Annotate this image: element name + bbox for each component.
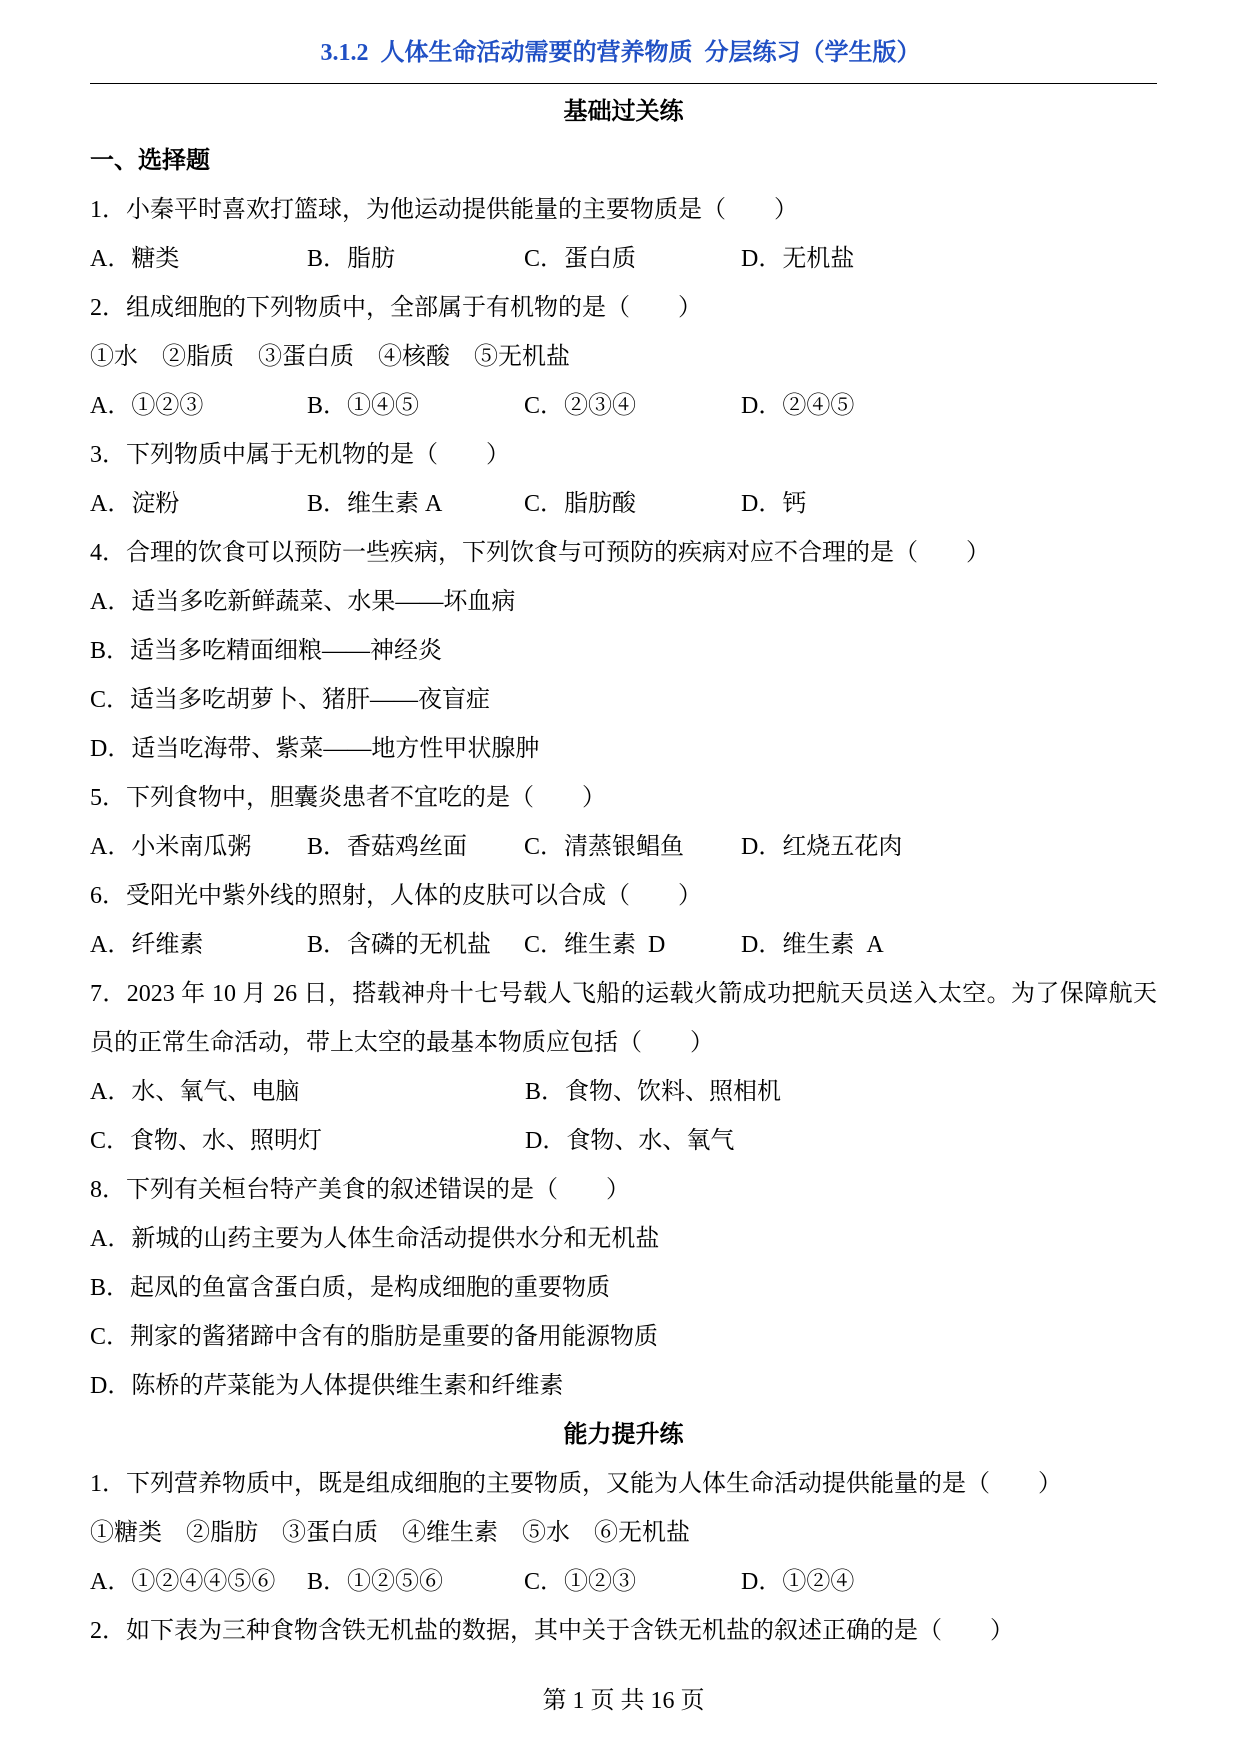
worksheet-body xyxy=(90,88,1157,1656)
question-stem: 7．2023 年 10 月 26 日，搭载神舟十七号载人飞船的运载火箭成功把航天员送入太空。为了保障航天员的正常生命活动，带上太空的最基本物质应包括（ ） xyxy=(90,981,1157,1056)
option-b: B．适当多吃精面细粮——神经炎 xyxy=(90,638,443,664)
option-row xyxy=(90,1068,1157,1117)
question-stem: 2．组成细胞的下列物质中，全部属于有机物的是（ ） xyxy=(90,295,702,321)
question-7 xyxy=(90,970,1157,1166)
question-stem: 8．下列有关桓台特产美食的叙述错误的是（ ） xyxy=(90,1177,630,1203)
option-d: D．①②④ xyxy=(741,1569,855,1595)
option-b: B．维生素 A xyxy=(307,491,443,517)
option-row xyxy=(90,1117,1157,1166)
option-c: C．维生素 D xyxy=(524,932,666,958)
option-d: D．维生素 A xyxy=(741,932,884,958)
option-c: C．清蒸银鲳鱼 xyxy=(524,834,685,860)
option-d: D．适当吃海带、紫菜——地方性甲状腺肿 xyxy=(90,736,540,762)
question-1 xyxy=(90,186,1157,284)
question-stem: 2．如下表为三种食物含铁无机盐的数据，其中关于含铁无机盐的叙述正确的是（ ） xyxy=(90,1618,1014,1644)
question-4 xyxy=(90,529,1157,774)
option-row xyxy=(90,1558,1157,1607)
option-b: B．含磷的无机盐 xyxy=(307,932,492,958)
option-a: A．新城的山药主要为人体生命活动提供水分和无机盐 xyxy=(90,1226,660,1252)
option-b: B．①④⑤ xyxy=(307,393,420,419)
question-stem: 4．合理的饮食可以预防一些疾病，下列饮食与可预防的疾病对应不合理的是（ ） xyxy=(90,540,990,566)
option-b: B．起凤的鱼富含蛋白质，是构成细胞的重要物质 xyxy=(90,1275,611,1301)
option-c: C．食物、水、照明灯 xyxy=(90,1128,323,1154)
advanced-question-1 xyxy=(90,1460,1157,1607)
option-d: D．②④⑤ xyxy=(741,393,855,419)
question-6 xyxy=(90,872,1157,970)
section-heading-basic: 基础过关练 xyxy=(563,99,684,125)
option-b: B．香菇鸡丝面 xyxy=(307,834,468,860)
option-c: C．②③④ xyxy=(524,393,637,419)
option-c: C．适当多吃胡萝卜、猪肝——夜盲症 xyxy=(90,687,491,713)
header-rule xyxy=(90,83,1157,84)
option-b: B．脂肪 xyxy=(307,246,396,272)
question-3 xyxy=(90,431,1157,529)
question-2 xyxy=(90,284,1157,431)
question-stem: 1．小秦平时喜欢打篮球，为他运动提供能量的主要物质是（ ） xyxy=(90,197,798,223)
option-row xyxy=(90,235,1157,284)
question-stem: 1．下列营养物质中，既是组成细胞的主要物质，又能为人体生命活动提供能量的是（ ） xyxy=(90,1471,1062,1497)
question-stem: 6．受阳光中紫外线的照射，人体的皮肤可以合成（ ） xyxy=(90,883,702,909)
option-d: D．陈桥的芹菜能为人体提供维生素和纤维素 xyxy=(90,1373,564,1399)
question-items: ①糖类 ②脂肪 ③蛋白质 ④维生素 ⑤水 ⑥无机盐 xyxy=(90,1520,690,1546)
question-stem: 3．下列物质中属于无机物的是（ ） xyxy=(90,442,510,468)
option-a: A．小米南瓜粥 xyxy=(90,834,252,860)
option-a: A．①②③ xyxy=(90,393,204,419)
option-b: B．①②⑤⑥ xyxy=(307,1569,444,1595)
option-a: A．淀粉 xyxy=(90,491,180,517)
option-d: D．无机盐 xyxy=(741,246,855,272)
option-a: A．水、氧气、电脑 xyxy=(90,1079,300,1105)
page-footer: 第 1 页 共 16 页 xyxy=(542,1688,705,1714)
question-stem: 5．下列食物中，胆囊炎患者不宜吃的是（ ） xyxy=(90,785,606,811)
advanced-question-2 xyxy=(90,1607,1157,1656)
part-title: 一、选择题 xyxy=(90,148,210,174)
option-d: D．钙 xyxy=(741,491,807,517)
option-d: D．食物、水、氧气 xyxy=(525,1128,735,1154)
option-c: C．荆家的酱猪蹄中含有的脂肪是重要的备用能源物质 xyxy=(90,1324,659,1350)
option-row xyxy=(90,823,1157,872)
option-row xyxy=(90,382,1157,431)
option-b: B．食物、饮料、照相机 xyxy=(525,1079,782,1105)
option-c: C．蛋白质 xyxy=(524,246,637,272)
option-c: C．①②③ xyxy=(524,1569,637,1595)
option-row xyxy=(90,480,1157,529)
option-c: C．脂肪酸 xyxy=(524,491,637,517)
option-d: D．红烧五花肉 xyxy=(741,834,903,860)
option-a: A．纤维素 xyxy=(90,932,204,958)
option-row xyxy=(90,921,1157,970)
option-a: A．糖类 xyxy=(90,246,180,272)
section-heading-advanced: 能力提升练 xyxy=(563,1422,684,1448)
question-8 xyxy=(90,1166,1157,1411)
option-a: A．①②④④⑤⑥ xyxy=(90,1569,276,1595)
question-5 xyxy=(90,774,1157,872)
document-title: 3.1.2 人体生命活动需要的营养物质 分层练习（学生版） xyxy=(320,40,921,66)
option-a: A．适当多吃新鲜蔬菜、水果——坏血病 xyxy=(90,589,516,615)
question-items: ①水 ②脂质 ③蛋白质 ④核酸 ⑤无机盐 xyxy=(90,344,570,370)
